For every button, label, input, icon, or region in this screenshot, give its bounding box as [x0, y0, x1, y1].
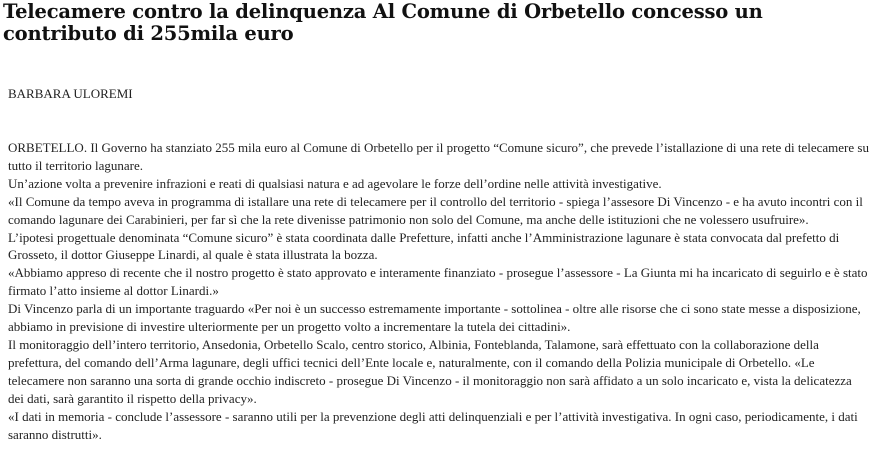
- article-paragraph: «Abbiamo appreso di recente che il nostro progetto è stato approvato e interamente finanziato - prosegue l’assessore - La Giunta mi ha incaricato di seguirlo e è stato firmato l’atto insieme al dottor Linardi.»: [8, 265, 868, 299]
- article-paragraph: «Il Comune da tempo aveva in programma di istallare una rete di telecamere per il controllo del territorio - spiega l’assesore Di Vincenzo - e ha avuto incontri con il comando lagunare dei Carabinieri, per far sì che la rete divenisse patrimonio non solo del Comune, ma anche delle istituzioni che ne volessero usufruire».: [8, 193, 863, 227]
- article-paragraph: ORBETELLO. Il Governo ha stanziato 255 mila euro al Comune di Orbetello per il progetto “Comune sicuro”, che prevede l’istallazione di una rete di telecamere su tutto il territorio lagunare.: [8, 140, 869, 173]
- article-body: [8, 139, 870, 443]
- article-paragraph: Un’azione volta a prevenire infrazioni e reati di qualsiasi natura e ad agevolare le forze dell’ordine nelle attività investigative.: [8, 175, 662, 191]
- article-paragraph: L’ipotesi progettuale denominata “Comune sicuro” è stata coordinata dalle Prefetture, infatti anche l’Amministrazione lagunare è stata convocata dal prefetto di Grosseto, il dottor Giuseppe Linardi, al quale è stata illustrata la bozza.: [8, 229, 840, 263]
- article-paragraph: «I dati in memoria - conclude l’assessore - saranno utili per la prevenzione degli atti delinquenziali e per l’attività investigativa. In ogni caso, periodicamente, i dati saranno distrutti».: [8, 408, 858, 442]
- article-headline: Telecamere contro la delinquenza Al Comune di Orbetello concesso un contributo di 255mila euro: [3, 0, 763, 45]
- article-paragraph: Di Vincenzo parla di un importante traguardo «Per noi è un successo estremamente importante - sottolinea - oltre alle risorse che ci sono state messe a disposizione, abbiamo in previsione di investire ulteriormente per un progetto volto a incrementare la tutela dei cittadini».: [8, 301, 861, 335]
- article-paragraph: Il monitoraggio dell’intero territorio, Ansedonia, Orbetello Scalo, centro storico, Albinia, Fonteblanda, Talamone, sarà effettuato con la collaborazione della prefettura, del comando dell’Arma lagunare, degli uffici tecnici dell’Ente locale e, naturalmente, con il comando della Polizia municipale di Orbetello. «Le telecamere non saranno una sorta di grande occhio indiscreto - prosegue Di Vincenzo - il monitoraggio non sarà affidato a un solo incaricato e, vista la delicatezza dei dati, sarà garantito il rispetto della privacy».: [8, 336, 852, 406]
- article-author: BARBARA ULOREMI: [8, 86, 133, 101]
